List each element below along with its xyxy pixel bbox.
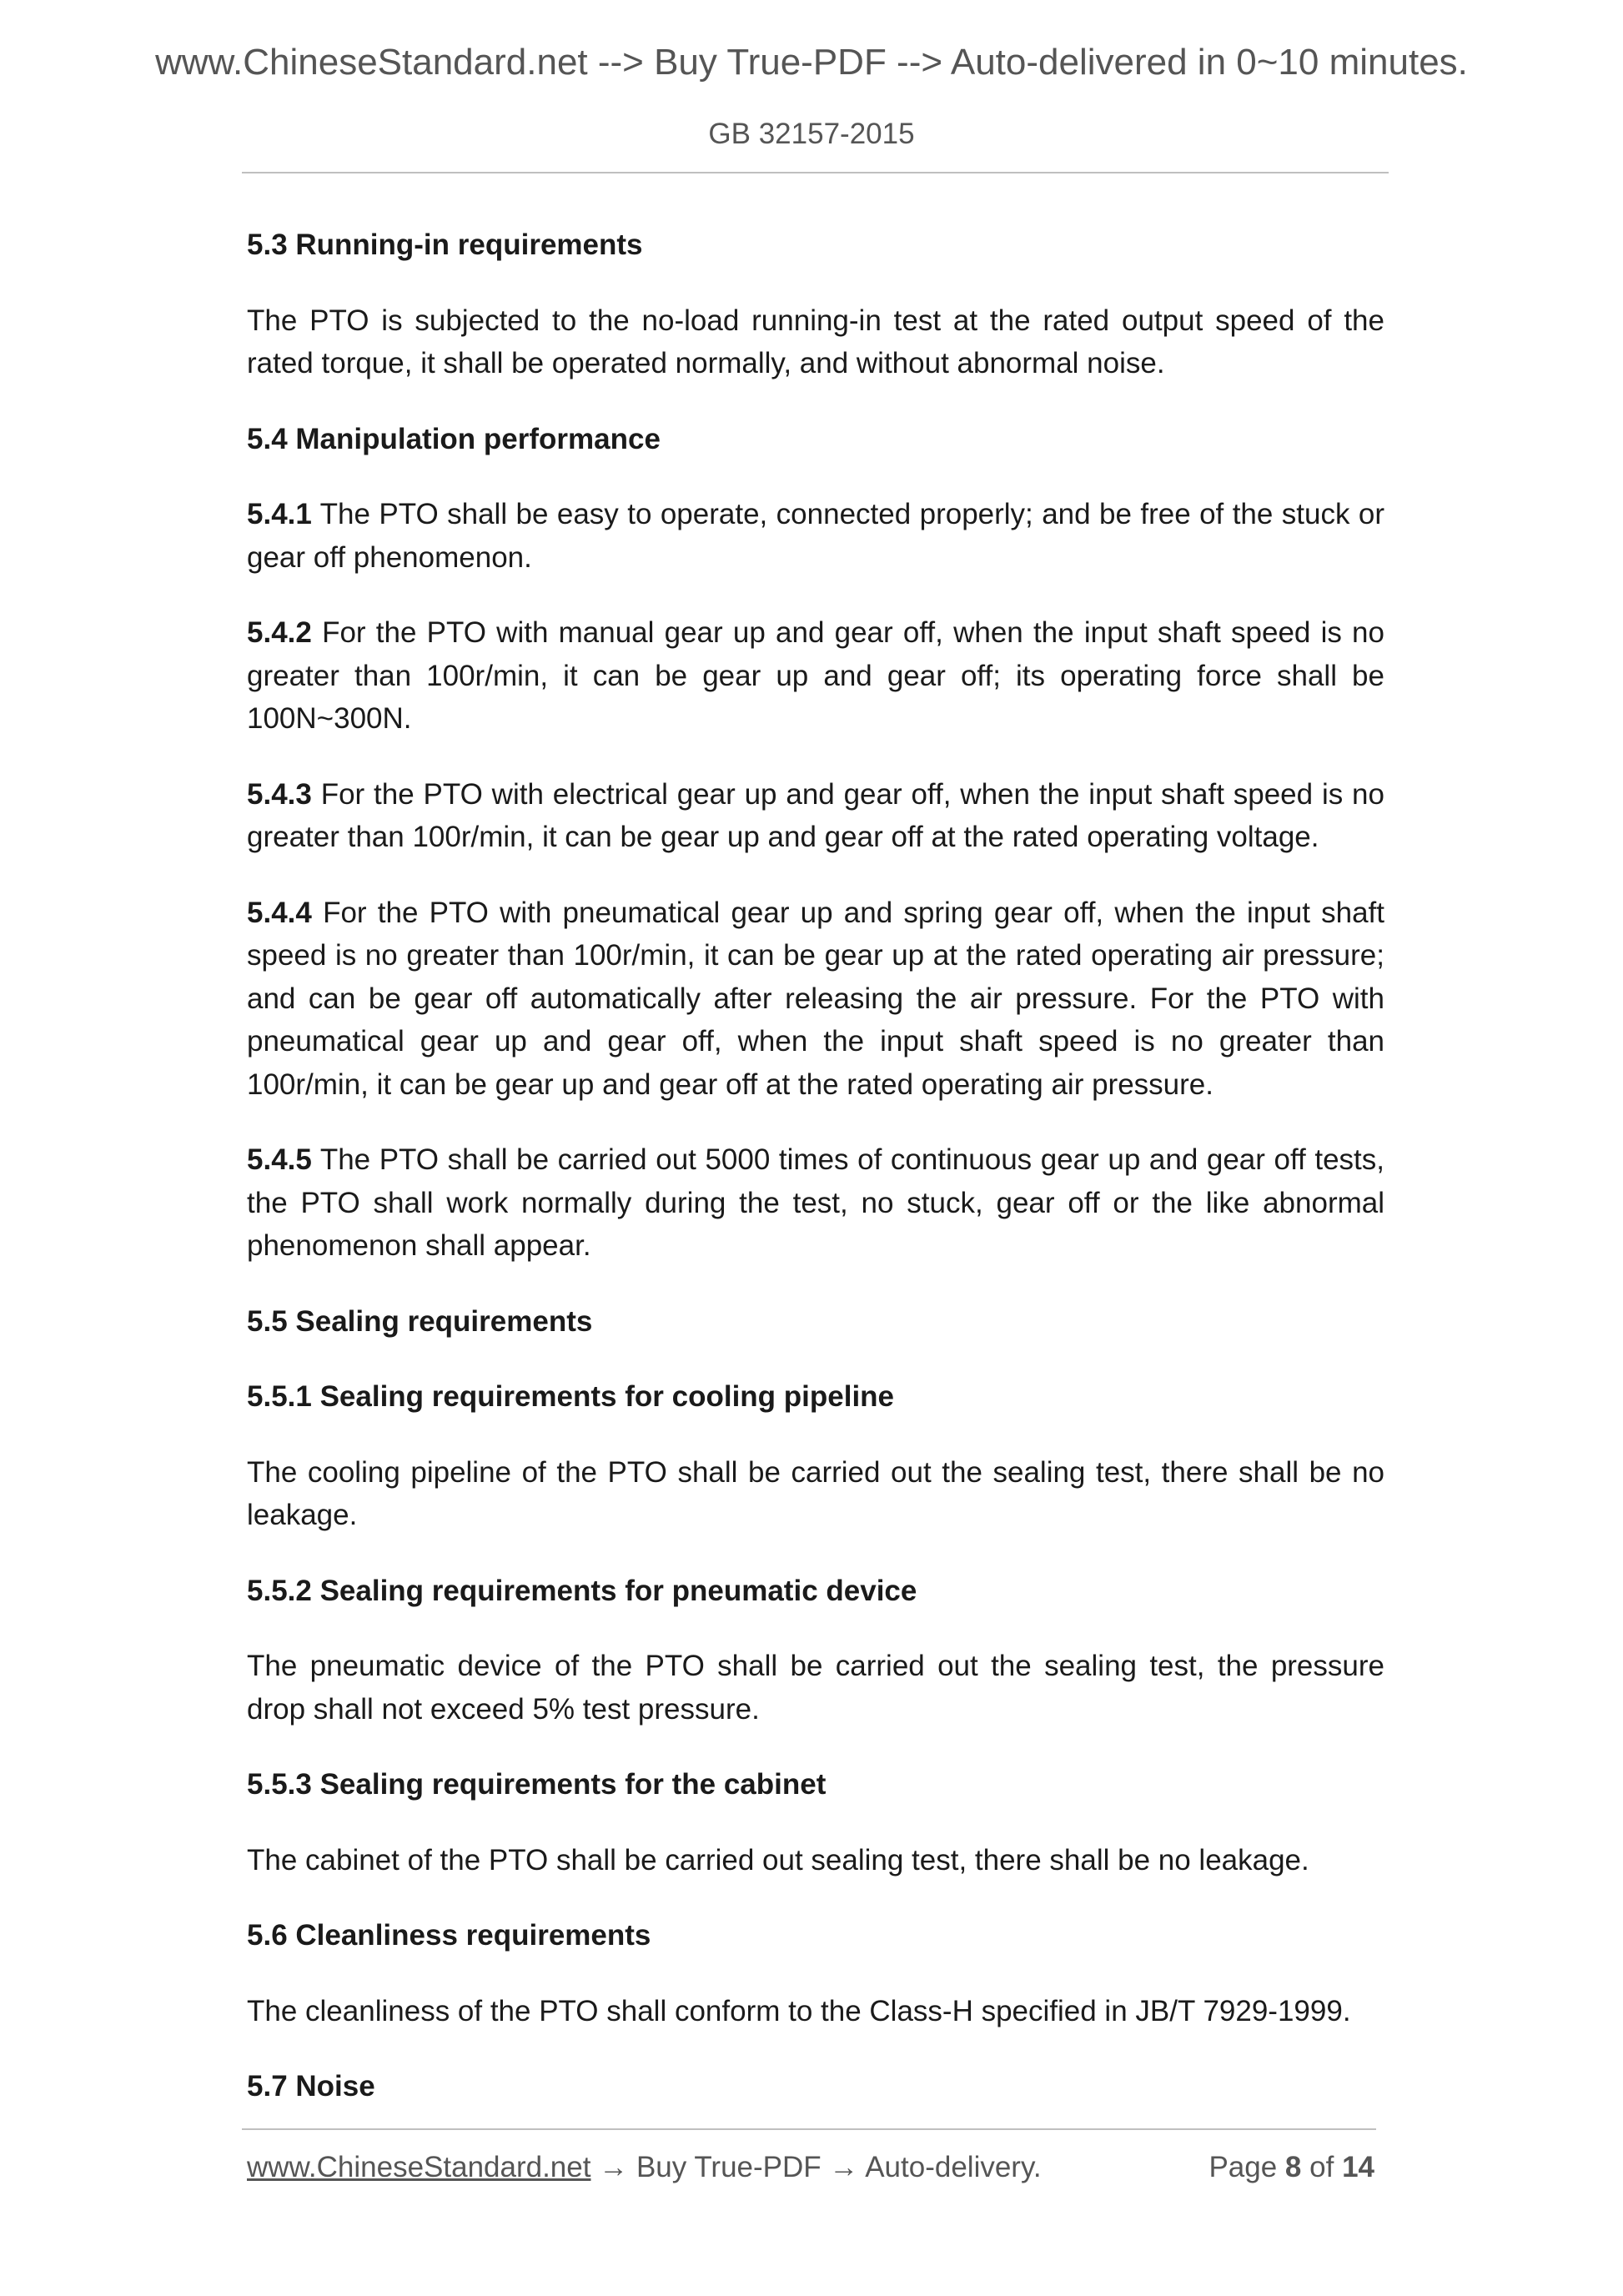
section-heading-5-5-3: 5.5.3 Sealing requirements for the cabinet <box>247 1768 827 1801</box>
section-heading-5-3: 5.3 Running-in requirements <box>247 229 643 261</box>
clause-5-4-4 <box>247 892 1384 1107</box>
document-code: GB 32157-2015 <box>708 118 915 150</box>
paragraph-5-3: The PTO is subjected to the no-load running-in test at the rated output speed of the rated torque, it shall be operated normally, and without abnormal noise. <box>247 304 1384 379</box>
footer-promo <box>247 2151 1042 2184</box>
footer-buy-text: Buy True-PDF <box>636 2151 822 2183</box>
page-total: 14 <box>1342 2151 1374 2183</box>
page-number: 8 <box>1284 2151 1302 2183</box>
clause-text: For the PTO with electrical gear up and gear off, when the input shaft speed is no greater than 100r/min, it can be gear up and gear off at the rated operating voltage. <box>247 777 1384 853</box>
section-heading-5-4: 5.4 Manipulation performance <box>247 422 661 455</box>
page-indicator <box>1208 2151 1374 2184</box>
clause-5-4-5 <box>247 1138 1384 1268</box>
paragraph-5-5-3: The cabinet of the PTO shall be carried out sealing test, there shall be no leakage. <box>247 1843 1309 1876</box>
clause-5-4-1 <box>247 493 1384 579</box>
paragraph-5-6: The cleanliness of the PTO shall conform to the Class-H specified in JB/T 7929-1999. <box>247 1994 1351 2027</box>
clause-number: 5.4.1 <box>247 498 312 530</box>
clause-text: For the PTO with pneumatical gear up and spring gear off, when the input shaft speed is no greater than 100r/min, it can be gear up at the rated operating air pressure; and can be gear off automatically after releasing the air pressure. For the PTO with pneumatical gear up and gear off, when the input shaft speed is no greater than 100r/min, it can be gear up and gear off at the rated operating air pressure. <box>247 896 1385 1101</box>
clause-5-4-2 <box>247 611 1384 741</box>
clause-number: 5.4.2 <box>247 616 312 649</box>
page-of-label: of <box>1309 2151 1334 2183</box>
section-heading-5-5-1: 5.5.1 Sealing requirements for cooling pipeline <box>247 1380 895 1413</box>
page-content <box>247 224 1384 2108</box>
clause-number: 5.4.5 <box>247 1143 312 1176</box>
page-label: Page <box>1208 2151 1278 2183</box>
paragraph-5-5-2: The pneumatic device of the PTO shall be carried out the sealing test, the pressure drop shall not exceed 5% test pressure. <box>247 1650 1384 1726</box>
footer-site-link[interactable]: www.ChineseStandard.net <box>247 2151 591 2183</box>
header-divider <box>242 172 1389 173</box>
footer-divider <box>242 2128 1376 2130</box>
clause-text: The PTO shall be carried out 5000 times of continuous gear up and gear off tests, the PTO shall work normally during the test, no stuck, gear off or the like abnormal phenomenon shall appear. <box>247 1143 1384 1262</box>
clause-number: 5.4.4 <box>247 896 312 929</box>
top-banner[interactable]: www.ChineseStandard.net --> Buy True-PDF --> Auto-delivered in 0~10 minutes. <box>155 42 1468 83</box>
clause-5-4-3 <box>247 773 1384 859</box>
paragraph-5-5-1: The cooling pipeline of the PTO shall be carried out the sealing test, there shall be no leakage. <box>247 1455 1384 1531</box>
clause-text: For the PTO with manual gear up and gear off, when the input shaft speed is no greater than 100r/min, it can be gear up and gear off; its operating force shall be 100N~300N. <box>247 616 1384 735</box>
clause-number: 5.4.3 <box>247 777 312 811</box>
arrow-right-icon: → <box>829 2151 859 2183</box>
section-heading-5-5-2: 5.5.2 Sealing requirements for pneumatic device <box>247 1574 917 1607</box>
section-heading-5-6: 5.6 Cleanliness requirements <box>247 1919 651 1952</box>
arrow-right-icon: → <box>599 2151 629 2183</box>
section-heading-5-5: 5.5 Sealing requirements <box>247 1304 593 1338</box>
section-heading-5-7: 5.7 Noise <box>247 2070 375 2103</box>
clause-text: The PTO shall be easy to operate, connected properly; and be free of the stuck or gear off phenomenon. <box>247 498 1385 574</box>
footer-delivery-text: Auto-delivery. <box>865 2151 1042 2183</box>
